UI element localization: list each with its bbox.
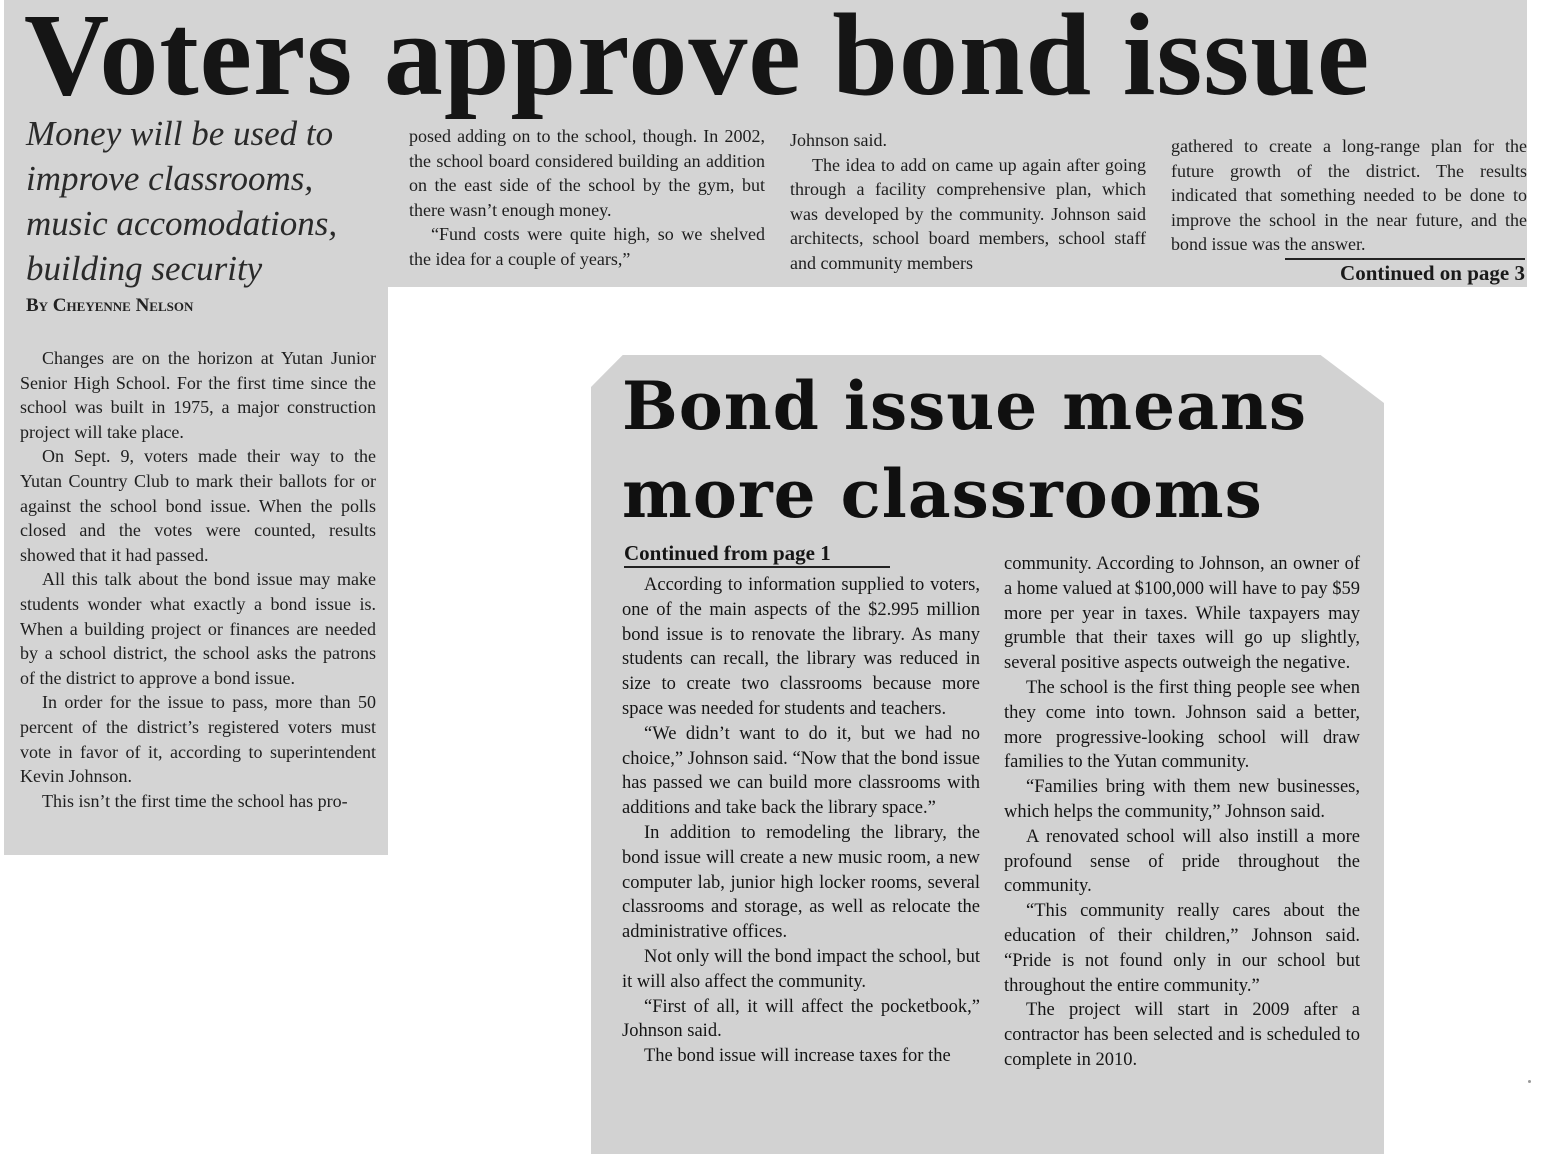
paragraph: According to information supplied to voters, one of the main aspects of the $2.995 million bond issue is to renovate the library. As many students can recall, the library was reduced in size to create two classrooms because more space was needed for students and teachers. xyxy=(622,575,980,719)
headline-line: more classrooms xyxy=(622,455,1263,533)
paragraph: Johnson said. xyxy=(790,130,888,150)
continued-on-page-3: Continued on page 3 xyxy=(1285,258,1525,286)
article-a-column-3 xyxy=(790,128,1146,276)
paragraph: community. According to Johnson, an owner of a home valued at $100,000 will have to pay $59 more per year in taxes. While taxpayers may grumble that their taxes will go up slightly, several positive aspects outweigh the negative. xyxy=(1004,554,1360,674)
headline-voters-approve: Voters approve bond issue xyxy=(24,0,1371,120)
paragraph: “This community really cares about the education of their children,” Johnson said. “Pride is not found only in our school but throughout the entire community.” xyxy=(1004,901,1360,996)
article-b-column-1 xyxy=(622,573,980,1069)
paragraph: The school is the first thing people see when they come into town. Johnson said a better, more progressive-looking school will draw families to the Yutan community. xyxy=(1004,677,1360,773)
paragraph: All this talk about the bond issue may make students wonder what exactly a bond issue is. When a building project or finances are needed by a school district, the school asks the patrons of the district to approve a bond issue. xyxy=(20,569,376,688)
article-a-column-1 xyxy=(20,346,376,813)
deck-subheadline: Money will be used to improve classrooms, music accomodations, building security xyxy=(26,114,338,288)
paragraph: “Families bring with them new businesses, which helps the community,” Johnson said. xyxy=(1004,777,1360,822)
paragraph: “First of all, it will affect the pocketbook,” Johnson said. xyxy=(622,996,980,1042)
paragraph: The bond issue will increase taxes for the xyxy=(644,1046,951,1067)
headline-bond-issue-means xyxy=(622,362,1362,538)
paragraph: The idea to add on came up again after going through a facility comprehensive plan, which was developed by the community. Johnson said architects, school board members, school staff and community members xyxy=(790,154,1146,273)
paragraph: In addition to remodeling the library, the bond issue will create a new music room, a new computer lab, junior high locker rooms, several classrooms and storage, as well as relocate the administrative offices. xyxy=(622,822,980,943)
paragraph: Changes are on the horizon at Yutan Junior Senior High School. For the first time since the school was built in 1975, a major construction project will take place. xyxy=(20,348,376,442)
paragraph: In order for the issue to pass, more than 50 percent of the district’s registered voters must vote in favor of it, according to superintendent Kevin Johnson. xyxy=(20,692,376,787)
continued-from-page-1: Continued from page 1 xyxy=(624,541,890,568)
article-a-column-2 xyxy=(409,124,765,272)
article-b-column-2 xyxy=(1004,552,1360,1073)
paragraph: posed adding on to the school, though. In 2002, the school board considered building an addition on the east side of the school by the gym, but there wasn’t enough money. xyxy=(409,126,765,220)
paragraph: “We didn’t want to do it, but we had no choice,” Johnson said. “Now that the bond issue has passed we can build more classrooms with additions and take back the library space.” xyxy=(622,723,980,819)
byline: By Cheyenne Nelson xyxy=(26,295,194,316)
paragraph: This isn’t the first time the school has pro- xyxy=(42,790,348,811)
paragraph: A renovated school will also instill a more profound sense of pride throughout the community. xyxy=(1004,826,1360,897)
page-speck xyxy=(1528,1080,1531,1083)
article-a-column-4 xyxy=(1171,134,1527,257)
paragraph: The project will start in 2009 after a contractor has been selected and is scheduled to complete in 2010. xyxy=(1004,1000,1360,1070)
headline-line: Bond issue means xyxy=(622,367,1307,445)
paragraph: On Sept. 9, voters made their way to the Yutan Country Club to mark their ballots for or against the school bond issue. When the polls closed and the votes were counted, results showed that it had passed. xyxy=(20,446,376,565)
paragraph: gathered to create a long-range plan for the future growth of the district. The results indicated that something needed to be done to improve the school in the near future, and the bond issue was the answer. xyxy=(1171,136,1527,255)
paragraph: Not only will the bond impact the school, but it will also affect the community. xyxy=(622,946,980,992)
paragraph: “Fund costs were quite high, so we shelved the idea for a couple of years,” xyxy=(409,224,765,269)
